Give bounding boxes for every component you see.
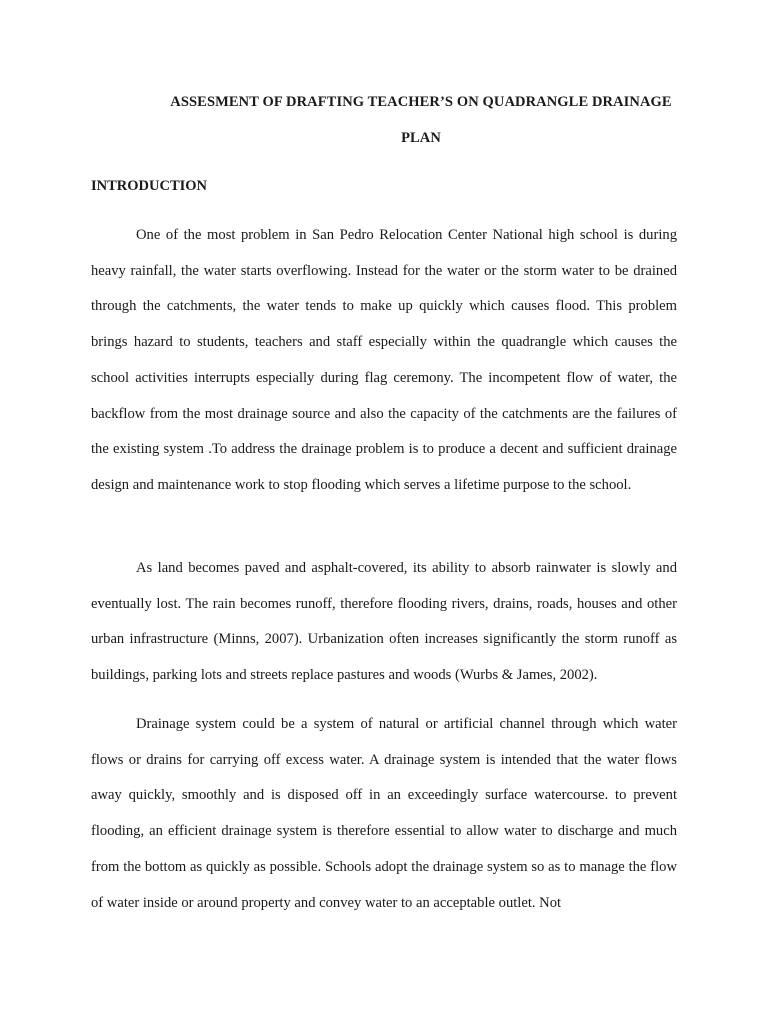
document-title-line-1: ASSESMENT OF DRAFTING TEACHER’S ON QUADRANGLE DRAINAGE	[170, 94, 672, 110]
paragraph-1: One of the most problem in San Pedro Relocation Center National high school is during heavy rainfall, the water starts overflowing. Instead for the water or the storm water to be drained through the catchments, the water tends to make up quickly which causes flood. This problem brings hazard to students, teachers and staff especially within the quadrangle which causes the school activities interrupts especially during flag ceremony. The incompetent flow of water, the backflow from the most drainage source and also the capacity of the catchments are the failures of the existing system .To address the drainage problem is to produce a decent and sufficient drainage design and maintenance work to stop flooding which serves a lifetime purpose to the school.	[91, 227, 677, 493]
section-heading-introduction: INTRODUCTION	[91, 178, 208, 194]
document-title-line-2: PLAN	[401, 130, 441, 146]
paragraph-3: Drainage system could be a system of natural or artificial channel through which water flows or drains for carrying off excess water. A drainage system is intended that the water flows away quickly, smoothly and is disposed off in an exceedingly surface watercourse. to prevent flooding, an efficient drainage system is therefore essential to allow water to discharge and much from the bottom as quickly as possible. Schools adopt the drainage system so as to manage the flow of water inside or around property and convey water to an acceptable outlet. Not	[91, 716, 677, 911]
paragraph-2: As land becomes paved and asphalt-covered, its ability to absorb rainwater is slowly and eventually lost. The rain becomes runoff, therefore flooding rivers, drains, roads, houses and other urban infrastructure (Minns, 2007). Urbanization often increases significantly the storm runoff as buildings, parking lots and streets replace pastures and woods (Wurbs & James, 2002).	[91, 560, 677, 684]
